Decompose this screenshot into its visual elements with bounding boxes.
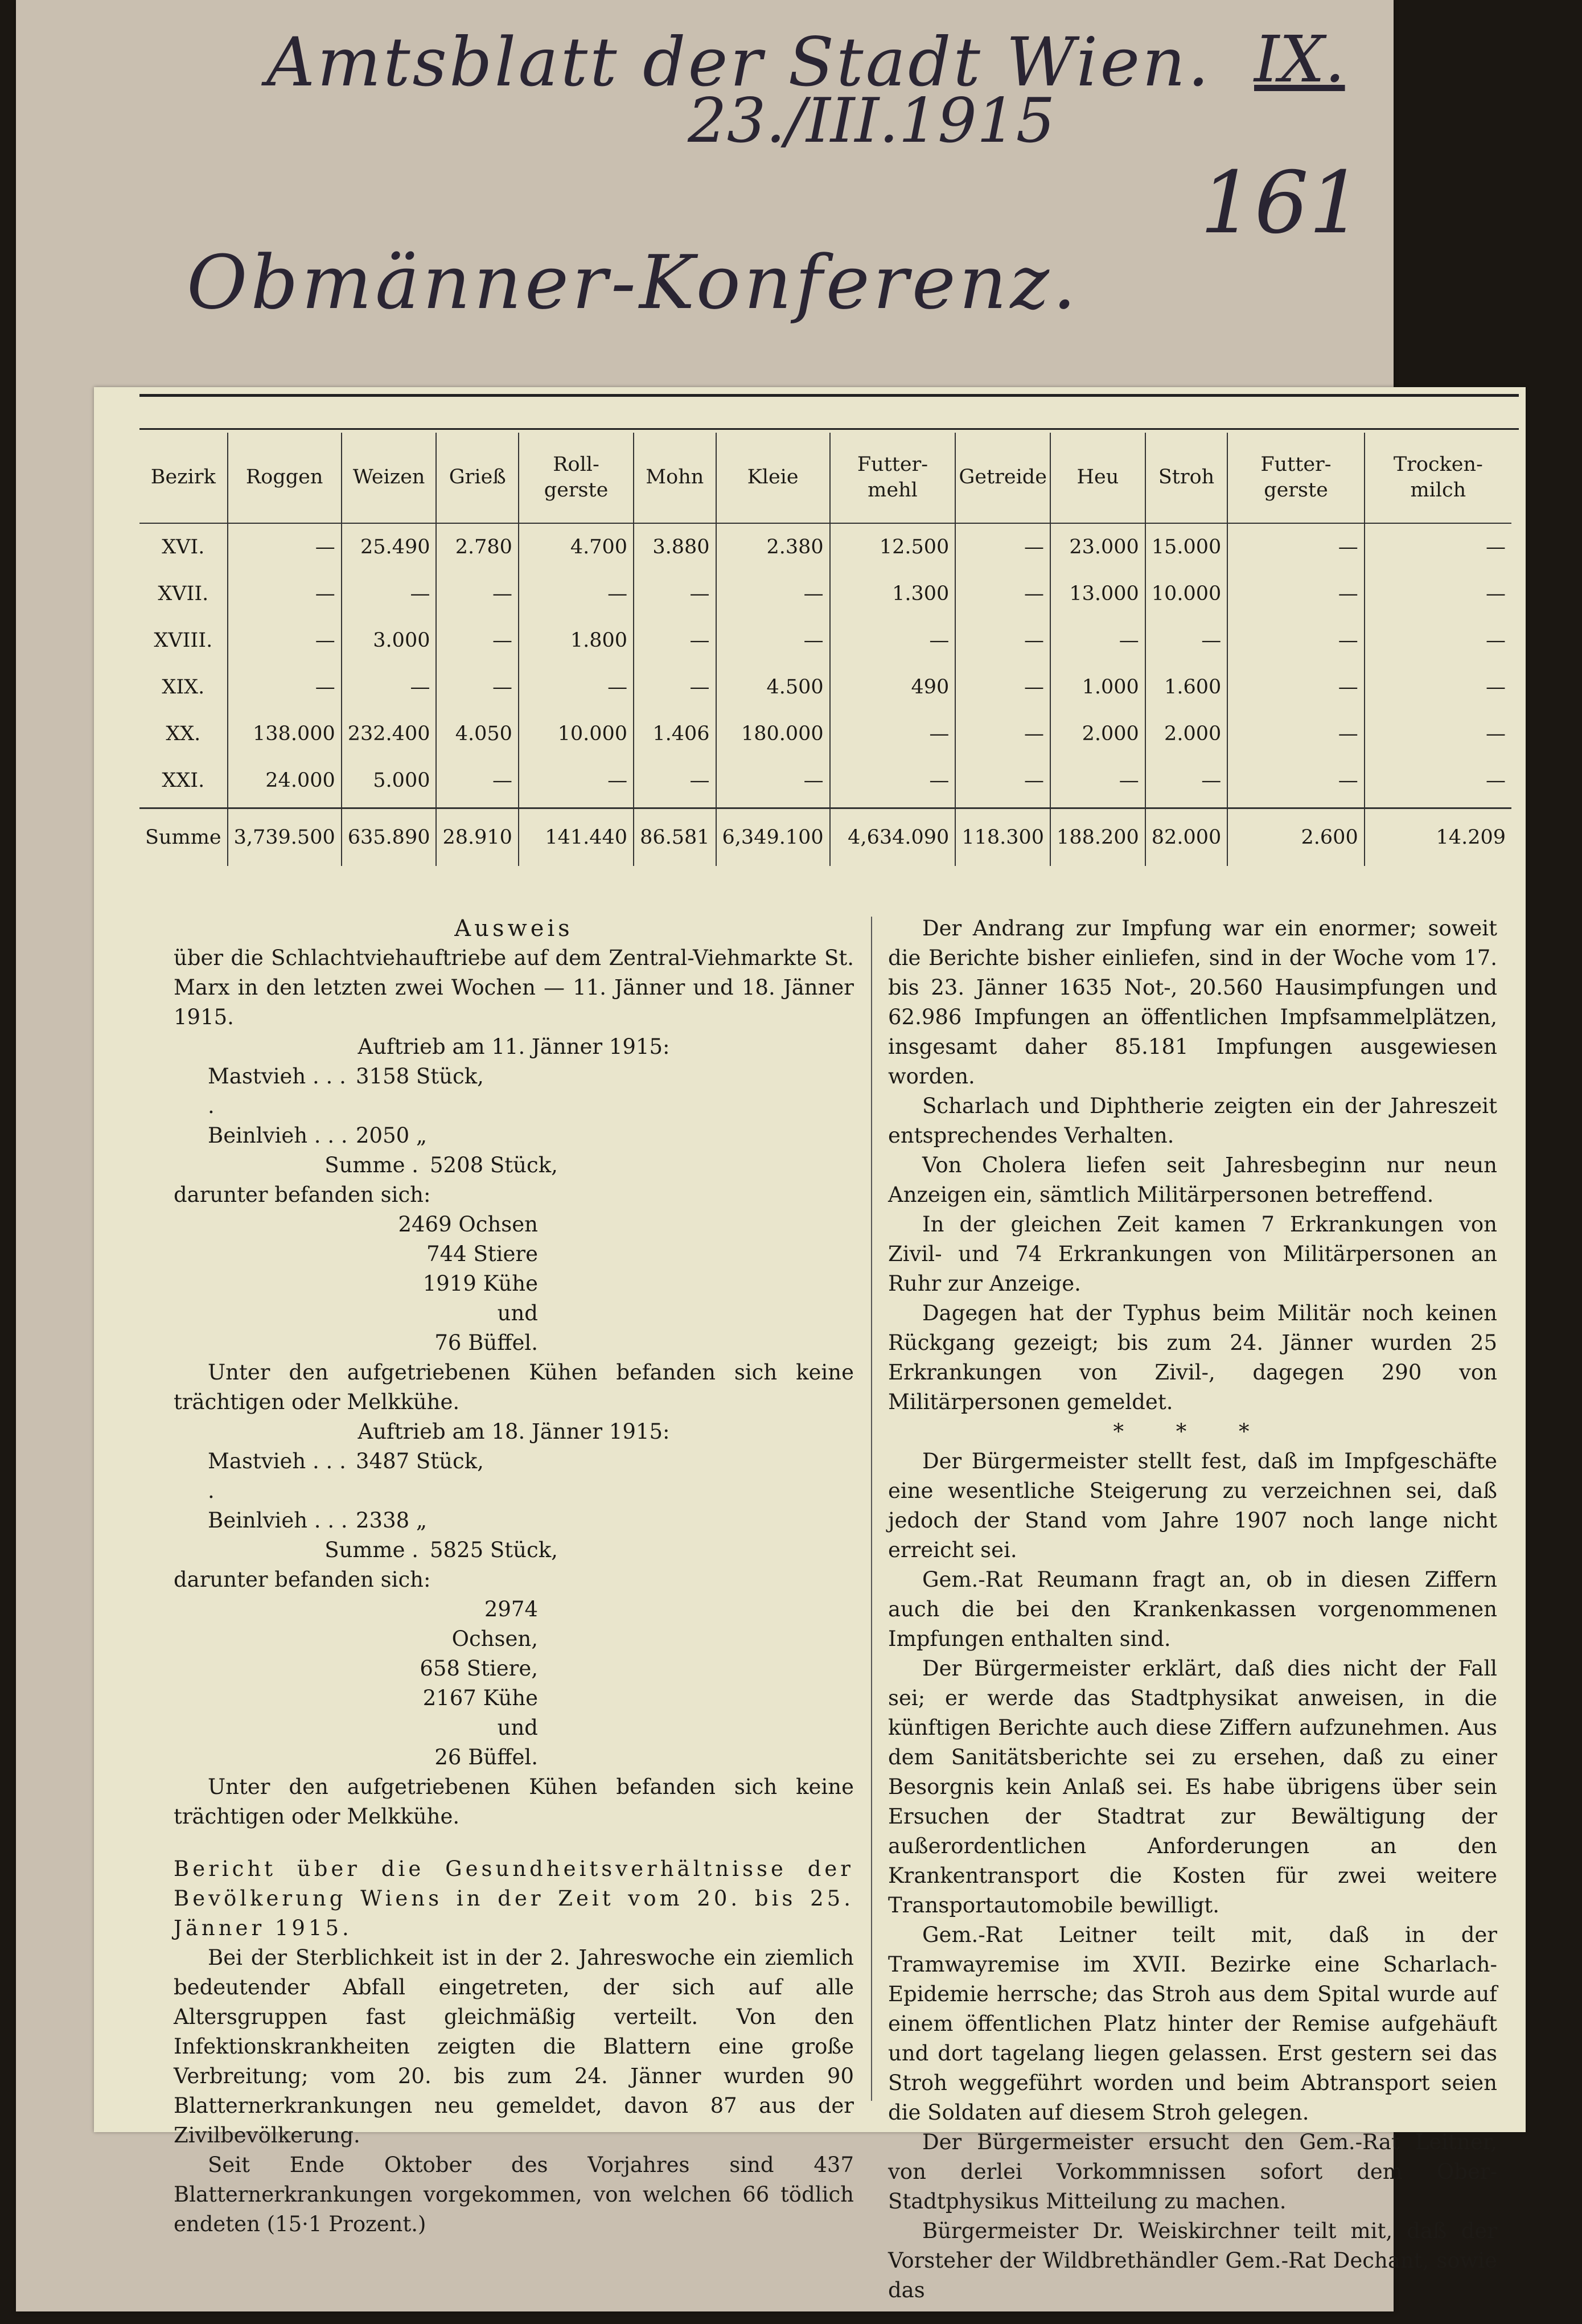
table-cell: — (1227, 664, 1364, 711)
paragraph-cholera: Von Cholera liefen seit Jahresbeginn nur neun Anzeigen ein, sämtlich Militärpersonen betreffend. (888, 1153, 1497, 1207)
right-column (888, 914, 1497, 2305)
column-header: Getreide (955, 433, 1050, 523)
column-header: Roll-gerste (519, 433, 634, 523)
sum-cell: 141.440 (519, 808, 634, 867)
handwritten-title: Amtsblatt der Stadt Wien. (266, 23, 1211, 101)
bericht-paragraph-1: Bei der Sterblichkeit ist in der 2. Jahreswoche ein ziemlich bedeutender Abfall eingetreten, der sich auf alle Altersgruppen fast gleichmäßig verteilt. Von den Infektionskrankheiten zeigten die Blattern eine große Verbreitung; vom 20. bis zum 24. Jänner wurden 90 Blatternerkrankungen neu gemeldet, davon 87 aus der Zivilbevölkerung. (174, 1945, 854, 2148)
table-cell: — (955, 570, 1050, 617)
mastvieh-row-1 (174, 1062, 854, 1121)
column-header: Roggen (228, 433, 342, 523)
column-header: Grieß (436, 433, 518, 523)
paragraph-impfung: Der Andrang zur Impfung war ein enormer; soweit die Berichte bisher einliefen, sind in der Woche vom 17. bis 23. Jänner 1635 Not-, 20.560 Hausimpfungen und 62.986 Impfungen an öffentlichen Impfsammelplätzen, insgesamt daher 85.181 Impfungen ausgewiesen worden. (888, 916, 1497, 1089)
table-cell: — (830, 711, 956, 757)
table-cell: — (1227, 757, 1364, 808)
sum-cell: 2.600 (1227, 808, 1364, 867)
table-cell: XXI. (162, 769, 205, 792)
table-cell: 1.406 (634, 711, 716, 757)
grain-table (139, 433, 1511, 866)
handwritten-date: 23./III.1915 (688, 85, 1055, 157)
breakdown-1 (174, 1210, 854, 1358)
column-header: Mohn (634, 433, 716, 523)
sum-cell: 82.000 (1145, 808, 1227, 867)
table-cell: — (228, 570, 342, 617)
table-row (139, 664, 1511, 711)
table-cell: 4.500 (716, 664, 830, 711)
table-cell: 180.000 (716, 711, 830, 757)
auftrieb-heading-2: Auftrieb am 18. Jänner 1915: (358, 1419, 670, 1444)
breakdown-item: 2167 Kühe und (422, 1686, 538, 1740)
mastvieh-label: Mastvieh . . . . (208, 1449, 346, 1503)
table-cell: 2.000 (1145, 711, 1227, 757)
table-row (139, 523, 1511, 570)
table-cell: 232.400 (342, 711, 437, 757)
paragraph-buergermeister-1: Der Bürgermeister stellt fest, daß im Impfgeschäfte eine wesentliche Steigerung zu verzeichnen sei, daß jedoch der Stand vom Jahre 1907 noch lange nicht erreicht sei. (888, 1449, 1497, 1562)
table-cell: XIX. (162, 676, 205, 699)
table-cell: — (228, 617, 342, 664)
paragraph-weiskirchner: Bürgermeister Dr. Weiskirchner teilt mit, daß der Vorsteher der Wildbrethändler Gem.-Rat Dechant, sowie das (888, 2219, 1497, 2302)
table-cell: XX. (166, 722, 201, 745)
table-cell: 2.380 (716, 523, 830, 570)
table-cell: — (1365, 711, 1511, 757)
table-cell: — (830, 617, 956, 664)
breakdown-item: 1919 Kühe und (422, 1271, 538, 1325)
table-row (139, 757, 1511, 808)
mastvieh-value: 3158 Stück, (356, 1064, 484, 1089)
table-cell: — (1227, 711, 1364, 757)
column-header: Kleie (716, 433, 830, 523)
sum-cell: 118.300 (955, 808, 1050, 867)
sum-cell: 86.581 (634, 808, 716, 867)
column-divider (871, 917, 872, 2101)
column-header: Weizen (342, 433, 437, 523)
table-cell: — (1145, 617, 1227, 664)
sum-cell: 14.209 (1365, 808, 1511, 867)
table-cell: 5.000 (342, 757, 437, 808)
summe-value: 5825 Stück, (430, 1538, 558, 1562)
table-cell: — (1365, 617, 1511, 664)
table-cell: 15.000 (1145, 523, 1227, 570)
table-cell: — (519, 664, 634, 711)
sum-cell: 28.910 (436, 808, 518, 867)
column-header: Heu (1050, 433, 1145, 523)
table-cell: 3.000 (342, 617, 437, 664)
beinlvieh-row-1 (174, 1121, 854, 1151)
left-column (174, 914, 854, 2239)
darunter-2: darunter befanden sich: (174, 1567, 431, 1592)
summe-label: Summe . (324, 1153, 418, 1177)
handwritten-subtitle: Obmänner-Konferenz. (187, 239, 1080, 326)
breakdown-item: 2974 Ochsen, (451, 1597, 538, 1651)
table-cell: — (1050, 757, 1145, 808)
table-cell: — (716, 757, 830, 808)
auftrieb-heading-1: Auftrieb am 11. Jänner 1915: (358, 1034, 670, 1059)
paragraph-typhus: Dagegen hat der Typhus beim Militär noch keinen Rückgang gezeigt; bis zum 24. Jänner wurden 25 Erkrankungen von Zivil-, dagegen 290 von Militärpersonen gemeldet. (888, 1301, 1497, 1414)
table-cell: — (436, 570, 518, 617)
table-top-rule (139, 428, 1519, 430)
table-cell: — (436, 664, 518, 711)
ausweis-title: Ausweis (454, 915, 573, 942)
table-cell: — (436, 617, 518, 664)
table-cell: — (634, 664, 716, 711)
table-cell: — (342, 570, 437, 617)
breakdown-item: 26 Büffel. (434, 1745, 538, 1769)
table-cell: — (955, 711, 1050, 757)
table-cell: — (1227, 570, 1364, 617)
ausweis-subtitle: über die Schlachtviehauftriebe auf dem Zentral-Viehmarkte St. Marx in den letzten zwei Wochen — 11. Jänner und 18. Jänner 1915. (174, 946, 854, 1029)
table-cell: — (228, 664, 342, 711)
table-cell: 10.000 (519, 711, 634, 757)
note-1: Unter den aufgetriebenen Kühen befanden sich keine trächtigen oder Melkkühe. (174, 1360, 854, 1414)
sum-cell: 6,349.100 (716, 808, 830, 867)
table-cell: — (955, 523, 1050, 570)
table-cell: — (1227, 523, 1364, 570)
sum-cell: 4,634.090 (830, 808, 956, 867)
table-cell: 490 (830, 664, 956, 711)
bericht-title: Bericht über die Gesundheitsverhältnisse der Bevölkerung Wiens in der Zeit vom 20. bis 25. Jänner 1915. (174, 1857, 854, 1940)
breakdown-item: 658 Stiere, (420, 1656, 538, 1681)
section-stars: * * * (1113, 1419, 1272, 1444)
table-cell: — (1365, 757, 1511, 808)
sum-cell: 188.200 (1050, 808, 1145, 867)
paragraph-ruhr: In der gleichen Zeit kamen 7 Erkrankungen von Zivil- und 74 Erkrankungen von Militärpersonen an Ruhr zur Anzeige. (888, 1212, 1497, 1296)
top-rule (139, 394, 1519, 397)
table-cell: 138.000 (228, 711, 342, 757)
table-row (139, 711, 1511, 757)
table-cell: — (955, 757, 1050, 808)
table-cell: 1.800 (519, 617, 634, 664)
table-cell: 4.700 (519, 523, 634, 570)
table-cell: — (830, 757, 956, 808)
column-header: Stroh (1145, 433, 1227, 523)
paragraph-reumann: Gem.-Rat Reumann fragt an, ob in diesen Ziffern auch die bei den Krankenkassen vorgenommenen Impfungen enthalten sind. (888, 1567, 1497, 1651)
table-cell: 12.500 (830, 523, 956, 570)
table-cell: — (634, 617, 716, 664)
table-cell: — (1050, 617, 1145, 664)
table-cell: XVII. (158, 582, 209, 605)
breakdown-item: 744 Stiere (426, 1242, 538, 1266)
table-cell: 13.000 (1050, 570, 1145, 617)
summe-value: 5208 Stück, (430, 1153, 558, 1177)
column-header: Futter-gerste (1227, 433, 1364, 523)
darunter-1: darunter befanden sich: (174, 1182, 431, 1207)
table-cell: XVI. (162, 536, 205, 559)
table-cell: XVIII. (154, 629, 213, 652)
table-cell: — (1365, 523, 1511, 570)
table-cell: 1.000 (1050, 664, 1145, 711)
bericht-paragraph-2: Seit Ende Oktober des Vorjahres sind 437 Blatternerkrankungen vorgekommen, von welchen 66 tödlich endeten (15·1 Prozent.) (174, 2153, 854, 2236)
mastvieh-label: Mastvieh . . . . (208, 1064, 346, 1118)
table-cell: — (342, 664, 437, 711)
table-cell: 1.300 (830, 570, 956, 617)
table-cell: — (519, 757, 634, 808)
mastvieh-row-2 (174, 1447, 854, 1506)
table-body (139, 523, 1511, 866)
table-cell: — (228, 523, 342, 570)
table-cell: 4.050 (436, 711, 518, 757)
breakdown-item: 2469 Ochsen (398, 1212, 538, 1237)
table-cell: 2.780 (436, 523, 518, 570)
table-row (139, 617, 1511, 664)
column-header: Futter-mehl (830, 433, 956, 523)
table-cell: — (634, 570, 716, 617)
breakdown-2 (174, 1595, 854, 1772)
sum-cell: Summe (139, 808, 228, 867)
beinlvieh-label: Beinlvieh . . . (208, 1123, 348, 1148)
handwritten-page-number: 161 (1200, 154, 1363, 253)
column-header: Bezirk (139, 433, 228, 523)
table-header-row (139, 433, 1511, 523)
table-cell: — (519, 570, 634, 617)
table-cell: — (716, 617, 830, 664)
summe-row-2 (174, 1535, 854, 1565)
summe-row-1 (174, 1151, 854, 1180)
table-cell: 2.000 (1050, 711, 1145, 757)
table-cell: 10.000 (1145, 570, 1227, 617)
table-cell: — (955, 664, 1050, 711)
paragraph-buergermeister-3: Der Bürgermeister ersucht den Gem.-Rat Leitner, von derlei Vorkommnissen sofort dem Ober-Stadtphysikus Mitteilung zu machen. (888, 2130, 1497, 2214)
sum-cell: 3,739.500 (228, 808, 342, 867)
table-cell: — (1365, 664, 1511, 711)
paragraph-scharlach: Scharlach und Diphtherie zeigten ein der Jahreszeit entsprechendes Verhalten. (888, 1094, 1497, 1148)
table-row (139, 570, 1511, 617)
paragraph-buergermeister-2: Der Bürgermeister erklärt, daß dies nicht der Fall sei; er werde das Stadtphysikat anweisen, in die künftigen Berichte auch diese Ziffern aufzunehmen. Aus dem Sanitätsberichte sei zu ersehen, daß zu einer Besorgnis kein Anlaß sei. Es habe übrigens über sein Ersuchen der Stadtrat zur Bewältigung der außerordentlichen Anforderungen an den Krankentransport die Kosten für zwei weitere Transportautomobile bewilligt. (888, 1656, 1497, 1917)
newspaper-clipping (94, 387, 1526, 2302)
table-cell: — (634, 757, 716, 808)
table-cell: — (1365, 570, 1511, 617)
handwritten-number: IX. (1254, 23, 1345, 97)
mastvieh-value: 3487 Stück, (356, 1449, 484, 1473)
table-sum-row (139, 808, 1511, 867)
table-cell: 24.000 (228, 757, 342, 808)
table-cell: — (1145, 757, 1227, 808)
paragraph-leitner: Gem.-Rat Leitner teilt mit, daß in der Tramwayremise im XVII. Bezirke eine Scharlach-Epidemie herrsche; das Stroh aus dem Spital wurde auf einem öffentlichen Platz hinter der Remise aufgehäuft und dort tagelang liegen gelassen. Erst gestern sei das Stroh weggeführt worden und beim Abtransport seien die Soldaten auf diesem Stroh gelegen. (888, 1923, 1497, 2125)
note-2: Unter den aufgetriebenen Kühen befanden sich keine trächtigen oder Melkkühe. (174, 1775, 854, 1829)
summe-label: Summe . (324, 1538, 418, 1562)
table-cell: 23.000 (1050, 523, 1145, 570)
table-cell: 3.880 (634, 523, 716, 570)
beinlvieh-value: 2050 „ (356, 1123, 428, 1148)
table-cell: — (1227, 617, 1364, 664)
table-cell: — (716, 570, 830, 617)
column-header: Trocken-milch (1365, 433, 1511, 523)
sum-cell: 635.890 (342, 808, 437, 867)
table-cell: 25.490 (342, 523, 437, 570)
table-cell: 1.600 (1145, 664, 1227, 711)
beinlvieh-value: 2338 „ (356, 1508, 428, 1533)
table-cell: — (955, 617, 1050, 664)
beinlvieh-row-2 (174, 1506, 854, 1535)
beinlvieh-label: Beinlvieh . . . (208, 1508, 348, 1533)
breakdown-item: 76 Büffel. (434, 1331, 538, 1355)
table-cell: — (436, 757, 518, 808)
